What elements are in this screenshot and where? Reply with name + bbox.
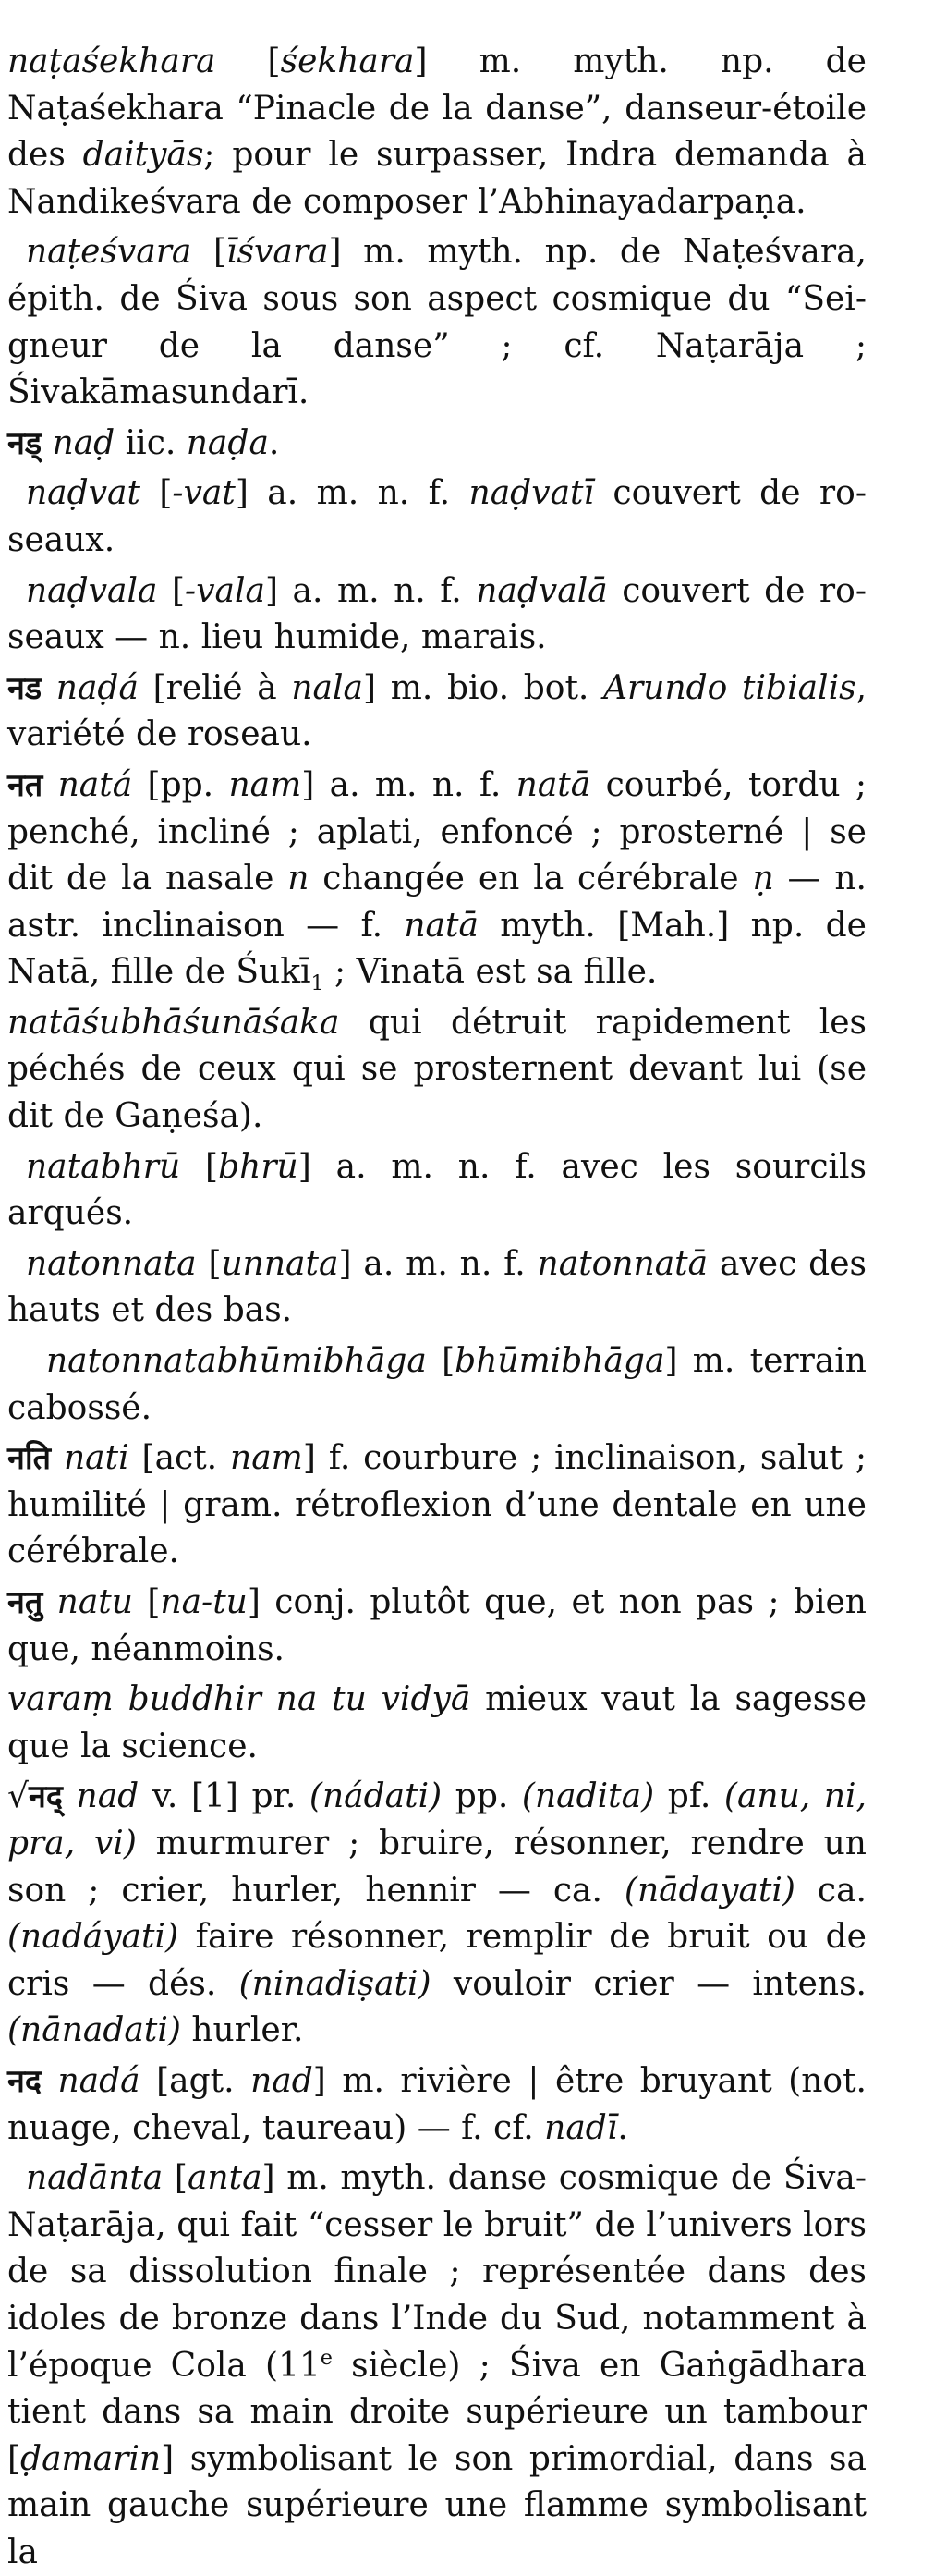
italic-term: natonnatā bbox=[537, 1244, 709, 1283]
italic-term: naḍá bbox=[55, 668, 139, 707]
italic-term: natā bbox=[404, 906, 479, 945]
entry-natonnata bbox=[7, 1241, 867, 1335]
italic-term: natā bbox=[516, 765, 591, 804]
entry-text: couvert de roseaux. bbox=[7, 474, 867, 559]
entry-text: [ bbox=[180, 1147, 219, 1186]
entry-nada-river bbox=[7, 2058, 867, 2152]
entry-text: ] a. m. n. f. bbox=[338, 1244, 538, 1283]
entry-text: [ bbox=[215, 43, 281, 80]
entry-nada-reed bbox=[7, 665, 867, 759]
italic-term: naṭeśvara bbox=[26, 233, 192, 272]
italic-term: -vat bbox=[172, 474, 236, 513]
italic-term: na-tu bbox=[160, 1583, 248, 1621]
entry-text: ] f. courbure ; inclinaison, salut ; humilité | gram. rétroflexion d’une dentale en une cérébrale. bbox=[7, 1439, 867, 1571]
italic-term: natu bbox=[56, 1583, 133, 1621]
entry-text bbox=[42, 669, 56, 707]
italic-term: varaṃ buddhir na tu vidyā bbox=[7, 1680, 471, 1719]
entry-text: ] m. rivière | être bruyant (not. nuage, cheval, taureau) — f. cf. bbox=[7, 2061, 867, 2147]
entry-text: ] a. m. n. f. avec les sourcils arqués. bbox=[7, 1147, 867, 1233]
entry-natasubhasunasaka bbox=[7, 1000, 867, 1141]
devanagari-headword: नद bbox=[7, 2062, 42, 2100]
italic-term: naḍvatī bbox=[468, 474, 595, 513]
dictionary-page bbox=[7, 0, 867, 2576]
italic-term: daityās bbox=[82, 136, 204, 175]
entry-text: [ bbox=[157, 571, 186, 610]
entry-natabhru bbox=[7, 1144, 867, 1238]
entry-text bbox=[51, 1439, 64, 1477]
entry-text: ; Vinatā est sa fille. bbox=[323, 953, 658, 992]
entry-text: v. [1] pr. bbox=[139, 1777, 309, 1816]
entry-text: . bbox=[617, 2108, 628, 2147]
entry-text: [relié à bbox=[138, 668, 292, 707]
entry-text bbox=[42, 424, 52, 462]
italic-term: īśvara bbox=[226, 233, 329, 272]
italic-term: natá bbox=[57, 765, 133, 804]
entry-text: changée en la cérébrale bbox=[309, 860, 753, 898]
italic-term: (nadáyati) bbox=[7, 1918, 179, 1957]
italic-term: -vala bbox=[185, 571, 265, 610]
italic-term: nad bbox=[250, 2061, 313, 2100]
italic-term: unnata bbox=[221, 1244, 339, 1283]
entry-text: pf. bbox=[654, 1777, 724, 1816]
entry-natu bbox=[7, 1580, 867, 1673]
entry-text bbox=[42, 766, 57, 804]
entry-text: [pp. bbox=[132, 765, 229, 804]
italic-term: natonnatabhūmibhāga bbox=[46, 1342, 427, 1381]
entry-text: , variété de roseau. bbox=[7, 668, 867, 754]
italic-term: (anu, ni, pra, vi) bbox=[7, 1777, 867, 1862]
italic-term: n bbox=[287, 860, 309, 898]
entry-text: hurler. bbox=[180, 2011, 304, 2050]
entry-text: ] m. myth. np. de Naṭaśekhara “Pinacle de la danse”, danseur-étoile des bbox=[7, 43, 867, 175]
devanagari-headword: नड् bbox=[7, 424, 42, 462]
entry-nata bbox=[7, 763, 867, 996]
entry-text: [ bbox=[139, 474, 173, 513]
entry-varam bbox=[7, 1677, 867, 1770]
italic-term: naḍ bbox=[52, 423, 115, 462]
entry-text bbox=[63, 1777, 77, 1815]
italic-term: natabhrū bbox=[26, 1147, 181, 1186]
italic-term: naḍvat bbox=[26, 474, 140, 513]
italic-term: naṭaśekhara bbox=[7, 43, 216, 80]
italic-term: natonnata bbox=[26, 1244, 197, 1283]
entry-text bbox=[42, 2062, 58, 2100]
devanagari-headword: नतु bbox=[7, 1584, 43, 1621]
entry-text: qui détruit rapidement les péchés de ceux qui se prosternent devant lui (se dit de Gaṇeśa). bbox=[7, 1003, 867, 1136]
entry-text: ; pour le surpasser, Indra demanda à Nandikeśvara de composer l’Abhinayadarpaṇa. bbox=[7, 136, 867, 221]
entry-text: — n. astr. inclinaison — f. bbox=[7, 860, 867, 945]
entry-nadvat bbox=[7, 470, 867, 564]
devanagari-headword: नत bbox=[7, 766, 43, 804]
entry-text: murmurer ; bruire, résonner, rendre un son ; crier, hurler, hennir — ca. bbox=[7, 1824, 867, 1910]
entry-nad-iic bbox=[7, 421, 867, 468]
entry-text: siècle) ; Śiva en Gaṅgādhara tient dans sa main droite supérieure un tambour [ bbox=[7, 2346, 867, 2478]
entry-text: pp. bbox=[442, 1777, 522, 1816]
entry-text: [ bbox=[426, 1342, 455, 1381]
italic-term: nam bbox=[228, 765, 302, 804]
italic-term: (nānadati) bbox=[7, 2011, 181, 2050]
italic-term: (ninadiṣati) bbox=[238, 1964, 431, 2003]
italic-term: Arundo tibialis bbox=[603, 668, 856, 707]
devanagari-headword: नति bbox=[7, 1440, 52, 1478]
entry-text: ] symbolisant le son primordial, dans sa main gauche supérieure une flamme symbolisant la bbox=[7, 2439, 867, 2571]
italic-term: (nádati) bbox=[309, 1777, 443, 1816]
entry-text: [act. bbox=[128, 1439, 231, 1478]
entry-text: ] a. m. n. f. bbox=[301, 765, 516, 804]
entry-natesvara bbox=[7, 229, 867, 416]
italic-term: anta bbox=[187, 2159, 262, 2198]
superscript-ordinal: e bbox=[320, 2346, 333, 2370]
entry-text: [ bbox=[163, 2159, 188, 2198]
italic-term: naḍvalā bbox=[476, 571, 608, 610]
entry-nati bbox=[7, 1435, 867, 1576]
italic-term: ḍamarin bbox=[20, 2439, 162, 2478]
entry-text: ca. bbox=[795, 1871, 867, 1910]
entry-natasekhara bbox=[7, 39, 867, 226]
entry-text: ] a. m. n. f. bbox=[235, 474, 469, 513]
entry-nadvala bbox=[7, 568, 867, 662]
italic-term: bhūmibhāga bbox=[455, 1342, 665, 1381]
entry-text: couvert de roseaux — n. lieu humide, marais. bbox=[7, 571, 867, 657]
entry-text: faire résonner, remplir de bruit ou de cris — dés. bbox=[7, 1918, 867, 2003]
italic-term: nadānta bbox=[26, 2159, 164, 2198]
italic-term: nadī bbox=[544, 2108, 618, 2147]
entry-text: [agt. bbox=[139, 2061, 251, 2100]
entry-text: courbé, tordu ; penché, incliné ; aplati, enfoncé ; prosterné | se dit de la nasale bbox=[7, 765, 867, 898]
entry-text: vouloir crier — intens. bbox=[431, 1964, 867, 2003]
italic-term: nadá bbox=[57, 2061, 140, 2100]
entry-text: avec des hauts et des bas. bbox=[7, 1244, 867, 1330]
devanagari-headword: नद् bbox=[28, 1778, 63, 1816]
italic-term: (nādayati) bbox=[624, 1871, 795, 1910]
italic-term: bhrū bbox=[218, 1147, 298, 1186]
entry-text: myth. [Mah.] np. de Natā, fille de Śukī bbox=[7, 906, 867, 992]
entry-text: ] conj. plutôt que, et non pas ; bien que, néanmoins. bbox=[7, 1583, 867, 1668]
entry-text: [ bbox=[191, 233, 227, 272]
italic-term: nad bbox=[76, 1777, 139, 1816]
entry-text: mieux vaut la sagesse que la science. bbox=[7, 1680, 867, 1765]
entry-text bbox=[42, 1583, 56, 1621]
entry-text: ] a. m. n. f. bbox=[265, 571, 477, 610]
entry-text: ] m. myth. danse cosmique de Śiva-Naṭarāja, qui fait “cesser le bruit” de l’univers lors de sa dissolution finale ; représentée dans des idoles de bronze dans l’Inde du Sud, notamment à l’époque Cola (11 bbox=[7, 2159, 867, 2385]
subscript-index: 1 bbox=[310, 972, 324, 996]
entry-text: [ bbox=[196, 1244, 222, 1283]
entry-text: ] m. myth. np. de Naṭeśvara, épith. de Śiva sous son aspect cosmique du “Seigneur de la danse” ; cf. Naṭarāja ; Śivakāmasundarī. bbox=[7, 233, 867, 412]
devanagari-headword: नड bbox=[7, 669, 42, 707]
italic-term: nam bbox=[230, 1439, 303, 1478]
entry-text: . bbox=[268, 423, 280, 462]
entry-nadanta bbox=[7, 2155, 867, 2576]
entry-text: ] m. bio. bot. bbox=[362, 668, 604, 707]
entry-text: ] m. terrain cabossé. bbox=[7, 1342, 867, 1427]
entry-nad-verb bbox=[7, 1774, 867, 2055]
entry-text: iic. bbox=[115, 423, 187, 462]
radical-sign: √ bbox=[7, 1777, 29, 1816]
entry-text: [ bbox=[132, 1583, 161, 1621]
italic-term: ṇ bbox=[752, 860, 774, 898]
italic-term: śekhara bbox=[280, 43, 415, 80]
italic-term: naḍa bbox=[186, 423, 269, 462]
entry-natonnatabhumibhaga bbox=[7, 1338, 867, 1432]
italic-term: nala bbox=[291, 668, 363, 707]
italic-term: naḍvala bbox=[26, 571, 158, 610]
italic-term: nati bbox=[63, 1439, 129, 1478]
italic-term: natāśubhāśunāśaka bbox=[7, 1003, 340, 1042]
italic-term: (nadita) bbox=[521, 1777, 655, 1816]
